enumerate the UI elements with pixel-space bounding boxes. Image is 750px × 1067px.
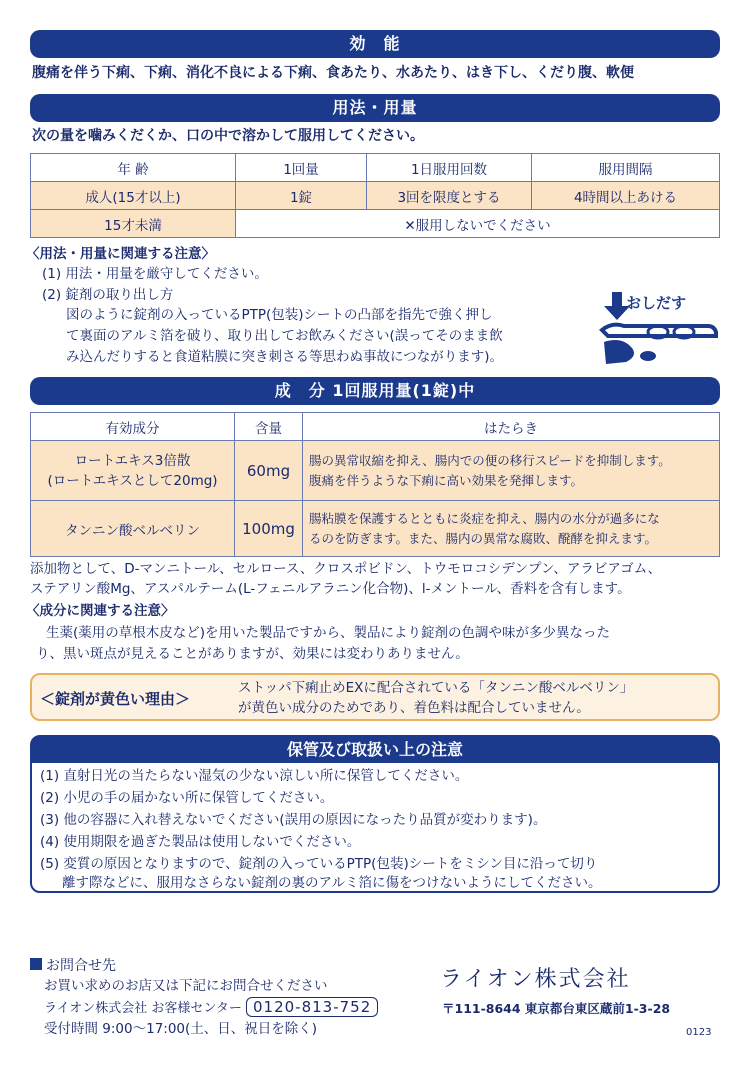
storage-item-2: (2) 小児の手の届かない所に保管してください。 xyxy=(40,790,334,806)
usage-intro: 次の量を噛みくだくか、口の中で溶かして服用してください。 xyxy=(32,128,424,144)
dosage-child-age: 15才未満 xyxy=(31,210,236,238)
ingredient-row-1-name xyxy=(31,441,235,501)
usage-header: 用法・用量 xyxy=(30,94,720,122)
yellow-reason-line2: が黄色い成分のためであり、着色料は配合していません。 xyxy=(238,700,590,716)
company-logo: ライオン株式会社 xyxy=(440,967,631,992)
ingredients-header-name: 有効成分 xyxy=(31,413,235,441)
tablet-icon xyxy=(640,351,656,361)
ingredient-1-amount: 60mg xyxy=(235,441,303,501)
ingredient-1-subname: (ロートエキスとして20mg) xyxy=(47,472,218,489)
contact-hours: 受付時間 9:00～17:00(土、日、祝日を除く) xyxy=(44,1021,318,1037)
dosage-adult-age: 成人(15才以上) xyxy=(31,182,236,210)
dosage-adult-interval: 4時間以上あける xyxy=(532,182,720,210)
push-out-label: おしだす xyxy=(626,294,687,312)
dosage-header-interval: 服用間隔 xyxy=(532,154,720,182)
contact-center-row xyxy=(44,998,378,1018)
contact-line1: お買い求めのお店又は下記にお問合せください xyxy=(44,978,328,994)
ingredient-row-2-effect xyxy=(303,501,720,557)
ingredient-row-1-effect xyxy=(303,441,720,501)
efficacy-text: 腹痛を伴う下痢、下痢、消化不良による下痢、食あたり、水あたり、はき下し、くだり腹、軟便 xyxy=(32,65,634,81)
storage-item-4: (4) 使用期限を過ぎた製品は使用しないでください。 xyxy=(40,834,361,850)
storage-item-1: (1) 直射日光の当たらない湿気の少ない涼しい所に保管してください。 xyxy=(40,768,469,784)
dosage-header-times: 1日服用回数 xyxy=(367,154,532,182)
storage-item-5b: 離す際などに、服用なさらない錠剤の裏のアルミ箔に傷をつけないようにしてください。 xyxy=(62,875,602,891)
usage-note-2: (2) 錠剤の取り出し方 xyxy=(42,287,174,303)
storage-item-3: (3) 他の容器に入れ替えないでください(誤用の原因になったり品質が変わります)。 xyxy=(40,812,547,828)
contact-phone[interactable]: 0120-813-752 xyxy=(246,997,378,1017)
ingredient-notes-title: 〈成分に関連する注意〉 xyxy=(26,603,175,619)
ingredient-2-effect-line1: 腸粘膜を保護するとともに炎症を抑え、腸内の水分が過多にな xyxy=(309,510,660,526)
dosage-header-dose: 1回量 xyxy=(236,154,367,182)
storage-box xyxy=(30,735,720,893)
usage-note-1: (1) 用法・用量を厳守してください。 xyxy=(42,266,268,282)
contact-center: ライオン株式会社 お客様センター xyxy=(44,1001,242,1016)
usage-note-2-line3: み込んだりすると食道粘膜に突き刺さる等思わぬ事故につながります)。 xyxy=(66,349,503,365)
ingredient-1-effect-line2: 腹痛を伴うような下痢に高い効果を発揮します。 xyxy=(309,472,584,488)
usage-note-2-line2: て裏面のアルミ箔を破り、取り出してお飲みください(誤ってそのまま飲 xyxy=(66,328,503,344)
storage-title: 保管及び取扱い上の注意 xyxy=(32,737,718,763)
dosage-adult-dose: 1錠 xyxy=(236,182,367,210)
additives-line1: 添加物として、D-マンニトール、セルロース、クロスポビドン、トウモロコシデンプン、アラビアゴム、 xyxy=(30,561,662,577)
ingredient-1-effect-line1: 腸の異常収縮を抑え、腸内での便の移行スピードを抑制します。 xyxy=(309,452,671,468)
dosage-header-age: 年 齢 xyxy=(31,154,236,182)
contact-title: お問合せ先 xyxy=(46,958,116,974)
dosage-child-note: ✕服用しないでください xyxy=(236,210,720,238)
additives-line2: ステアリン酸Mg、アスパルテーム(L-フェニルアラニン化合物)、l-メントール、香料を含有します。 xyxy=(30,581,631,597)
ingredient-2-effect-line2: るのを防ぎます。また、腸内の異常な腐敗、醗酵を抑えます。 xyxy=(309,530,658,546)
ingredients-table xyxy=(30,412,720,557)
yellow-reason-line1: ストッパ下痢止めEXに配合されている「タンニン酸ベルベリン」 xyxy=(238,680,634,696)
ingredient-notes-line2: り、黒い斑点が見えることがありますが、効果には変わりありません。 xyxy=(36,646,469,662)
finger-icon xyxy=(604,340,634,364)
ingredients-header: 成 分 1回服用量(1錠)中 xyxy=(30,377,720,405)
ingredient-notes-line1: 生薬(薬用の草根木皮など)を用いた製品ですから、製品により錠剤の色調や味が多少異なった xyxy=(46,625,611,641)
ingredients-header-effect: はたらき xyxy=(303,413,720,441)
yellow-reason-label: ＜錠剤が黄色い理由＞ xyxy=(40,690,191,708)
usage-notes-title: 〈用法・用量に関連する注意〉 xyxy=(26,246,215,262)
company-address: 〒111-8644 東京都台東区蔵前1-3-28 xyxy=(442,1001,671,1016)
dosage-adult-times: 3回を限度とする xyxy=(367,182,532,210)
efficacy-header: 効 能 xyxy=(30,30,720,58)
push-out-diagram xyxy=(598,292,720,368)
ingredient-1-name: ロートエキス3倍散 xyxy=(74,452,191,469)
storage-item-5a: (5) 変質の原因となりますので、錠剤の入っているPTP(包装)シートをミシン目に沿って切り xyxy=(40,856,598,872)
ingredient-2-name: タンニン酸ベルベリン xyxy=(31,501,235,557)
contact-title-row xyxy=(30,957,116,976)
ingredients-header-amount: 含量 xyxy=(235,413,303,441)
usage-note-2-line1: 図のように錠剤の入っているPTP(包装)シートの凸部を指先で強く押し xyxy=(66,307,493,323)
code-number: 0123 xyxy=(686,1027,712,1038)
square-bullet-icon xyxy=(30,958,42,970)
ingredient-2-amount: 100mg xyxy=(235,501,303,557)
dosage-table xyxy=(30,153,720,238)
yellow-reason-box xyxy=(30,673,720,721)
